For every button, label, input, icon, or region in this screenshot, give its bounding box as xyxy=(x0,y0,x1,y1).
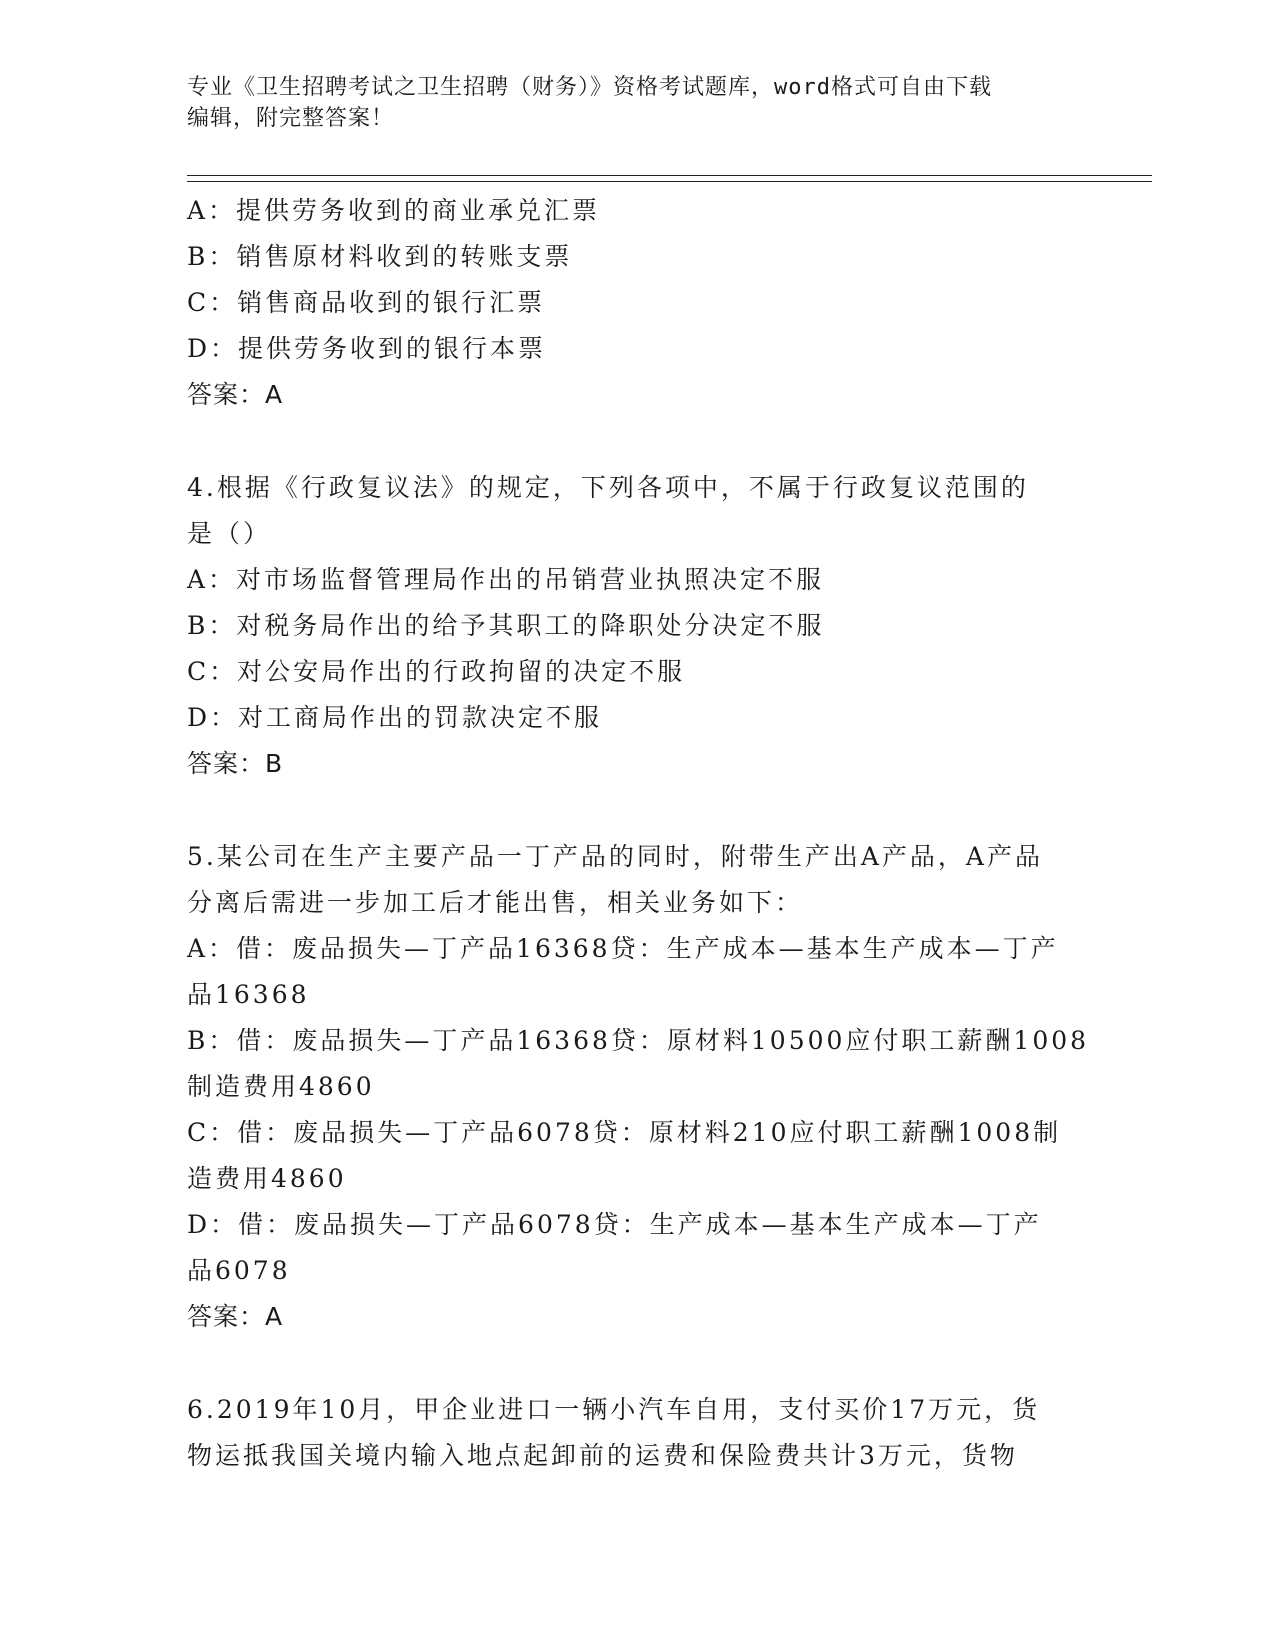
question-text: 是（） xyxy=(187,519,272,548)
option-line: B：对税务局作出的给予其职工的降职处分决定不服 xyxy=(187,611,825,640)
option-line: 品6078 xyxy=(187,1256,291,1285)
option-line: A：对市场监督管理局作出的吊销营业执照决定不服 xyxy=(187,565,825,594)
option-line: 制造费用4860 xyxy=(187,1072,375,1101)
question-text: 物运抵我国关境内输入地点起卸前的运费和保险费共计3万元，货物 xyxy=(187,1441,1018,1470)
question-list xyxy=(187,188,1090,1479)
header-divider-top xyxy=(187,175,1152,176)
header-line-2: 编辑，附完整答案！ xyxy=(187,106,395,131)
option-line: C：销售商品收到的银行汇票 xyxy=(187,288,546,317)
option-line: C：借：废品损失—丁产品6078贷：原材料210应付职工薪酬1008制 xyxy=(187,1118,1062,1147)
option-line: B：销售原材料收到的转账支票 xyxy=(187,242,573,271)
question-text: 5.某公司在生产主要产品一丁产品的同时，附带生产出A产品，A产品 xyxy=(187,842,1043,871)
spacer xyxy=(187,787,1087,834)
option-line: B：借：废品损失—丁产品16368贷：原材料10500应付职工薪酬1008 xyxy=(187,1026,1090,1055)
question-text: 4.根据《行政复议法》的规定，下列各项中，不属于行政复议范围的 xyxy=(187,473,1029,502)
option-line: A：借：废品损失—丁产品16368贷：生产成本—基本生产成本—丁产 xyxy=(187,934,1059,963)
header-line-1: 专业《卫生招聘考试之卫生招聘（财务）》资格考试题库，word格式可自由下载 xyxy=(187,75,992,100)
header-divider-bottom xyxy=(187,181,1152,182)
option-line: D：借：废品损失—丁产品6078贷：生产成本—基本生产成本—丁产 xyxy=(187,1210,1042,1239)
question-block xyxy=(187,188,1087,418)
question-block xyxy=(187,834,1090,1340)
spacer xyxy=(187,1340,1087,1387)
spacer xyxy=(187,418,1087,465)
option-line: D：对工商局作出的罚款决定不服 xyxy=(187,703,603,732)
document-header xyxy=(187,72,1067,134)
answer-line: 答案：A xyxy=(187,380,284,409)
question-text: 6.2019年10月，甲企业进口一辆小汽车自用，支付买价17万元，货 xyxy=(187,1395,1041,1424)
question-block xyxy=(187,1387,1087,1479)
option-line: 造费用4860 xyxy=(187,1164,347,1193)
answer-line: 答案：B xyxy=(187,749,284,778)
option-line: C：对公安局作出的行政拘留的决定不服 xyxy=(187,657,686,686)
option-line: A：提供劳务收到的商业承兑汇票 xyxy=(187,196,601,225)
option-line: 品16368 xyxy=(187,980,310,1009)
question-text: 分离后需进一步加工后才能出售，相关业务如下： xyxy=(187,888,804,917)
answer-line: 答案：A xyxy=(187,1302,284,1331)
option-line: D：提供劳务收到的银行本票 xyxy=(187,334,547,363)
question-block xyxy=(187,465,1087,787)
